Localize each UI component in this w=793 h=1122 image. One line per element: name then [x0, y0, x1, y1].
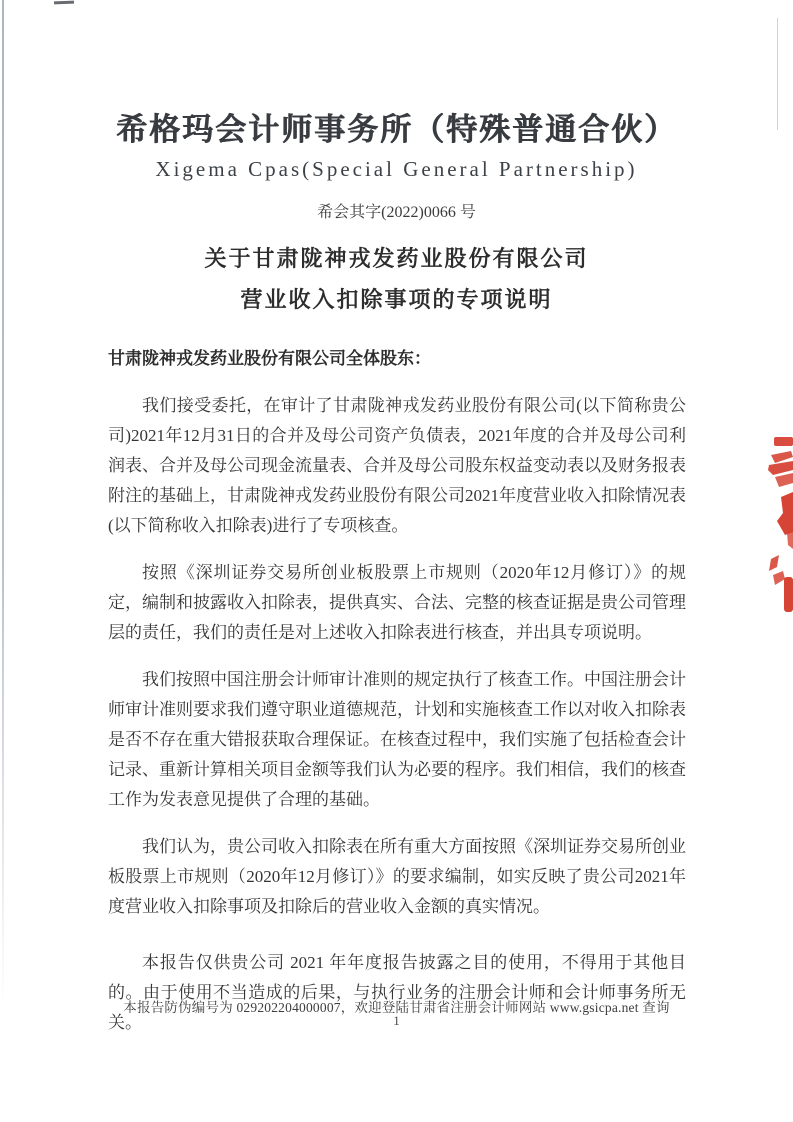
red-seal-strokes	[763, 437, 793, 612]
document-reference-number: 希会其字(2022)0066 号	[317, 204, 476, 221]
body-paragraph: 我们认为，贵公司收入扣除表在所有重大方面按照《深圳证券交易所创业板股票上市规则（2020年12月修订）》的要求编制，如实反映了贵公司2021年度营业收入扣除事项及扣除后的营业收入金额的真实情况。	[108, 837, 686, 916]
report-title	[0, 238, 793, 320]
firm-name-chinese: 希格玛会计师事务所（特殊普通合伙）	[116, 112, 677, 147]
report-body	[0, 344, 793, 1038]
body-paragraph: 我们按照中国注册会计师审计准则的规定执行了核查工作。中国注册会计师审计准则要求我们遵守职业道德规范，计划和实施核查工作以对收入扣除表是否不存在重大错报获取合理保证。在核查过程中，我们实施了包括检查会计记录、重新计算相关项目金额等我们认为必要的程序。我们相信，我们的核查工作为发表意见提供了合理的基础。	[108, 670, 686, 809]
report-title-line2: 营业收入扣除事项的专项说明	[240, 287, 553, 312]
scan-edge-artifact-left	[2, 0, 4, 1010]
salutation: 甘肃陇神戎发药业股份有限公司全体股东：	[108, 349, 431, 368]
scan-edge-artifact-right	[777, 18, 778, 130]
red-seal-stamp-fragment	[763, 437, 793, 612]
body-paragraph: 我们接受委托，在审计了甘肃陇神戎发药业股份有限公司(以下简称贵公司)2021年12月31日的合并及母公司资产负债表，2021年度的合并及母公司利润表、合并及母公司现金流量表、合并及母公司股东权益变动表以及财务报表附注的基础上，甘肃陇神戎发药业股份有限公司2021年度营业收入扣除情况表(以下简称收入扣除表)进行了专项核查。	[108, 396, 686, 535]
firm-name-english: Xigema Cpas(Special General Partnership)	[155, 157, 638, 181]
anti-counterfeit-note: 本报告防伪编号为 029202204000007，欢迎登陆甘肃省注册会计师网站 www.gsicpa.net 查询	[123, 1000, 670, 1015]
body-paragraph: 本报告仅供贵公司 2021 年年度报告披露之目的使用，不得用于其他目的。由于使用不当造成的后果，与执行业务的注册会计师和会计师事务所无关。	[108, 953, 686, 1032]
report-title-line1: 关于甘肃陇神戎发药业股份有限公司	[204, 246, 589, 271]
body-paragraph: 按照《深圳证券交易所创业板股票上市规则（2020年12月修订）》的规定，编制和披露收入扣除表，提供真实、合法、完整的核查证据是贵公司管理层的责任，我们的责任是对上述收入扣除表进行核查，并出具专项说明。	[108, 563, 686, 642]
letterhead	[0, 0, 793, 224]
page-number: 1	[393, 1013, 400, 1028]
